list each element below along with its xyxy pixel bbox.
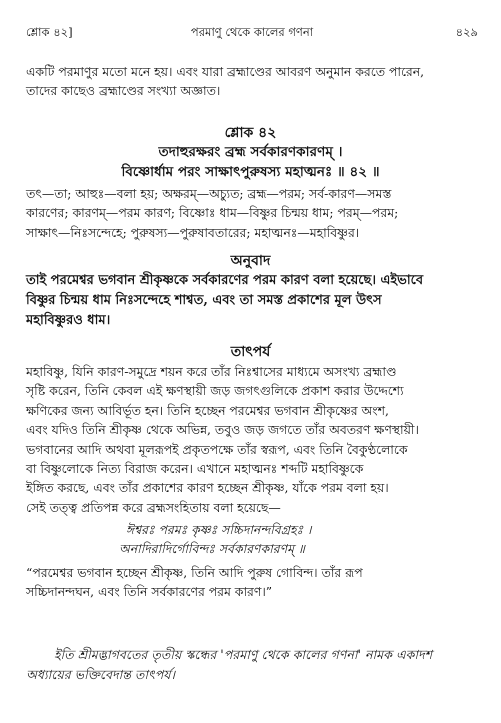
header-chapter-title: পরমাণু থেকে কালের গণনা [190,25,314,39]
intro-paragraph [26,62,478,101]
quoted-verse-line-1: ঈশ্বরঃ পরমঃ কৃষ্ণঃ সচ্চিদানন্দবিগ্রহঃ । [126,522,312,537]
purport-line: সৃষ্টি করেন, তিনি কেবল এই ক্ষণস্থায়ী জড় জগৎগুলিকে প্রকাশ করার উদ্দেশ্যে [26,383,404,399]
purport-closing-paragraph [26,563,478,602]
purport-line: বা বিষ্ণুলোকে নিত্য বিরাজ করেন। এখানে মহাত্মনঃ শব্দটি মহাবিষ্ণুকে [26,461,364,477]
verse-line-2: বিষ্ণোর্ধাম পরং সাক্ষাৎপুরুষস্য মহাত্মনঃ ॥ ৪২ ॥ [121,164,380,180]
header-verse-ref: শ্লোক ৪২] [26,25,73,39]
purport-line: এবং যদিও তিনি শ্রীকৃষ্ণ থেকে অভিন্ন, তবুও জড় জগতে তাঁর অবতরণ ক্ষণস্থায়ী। [26,422,419,438]
chapter-end-note [26,645,478,685]
purport-closing-line: সচ্চিদানন্দঘন, এবং তিনি সর্বকারণের পরম কারণ।” [26,584,273,600]
purport-line: মহাবিষ্ণু, যিনি কারণ-সমুদ্রে শয়ন করে তাঁর নিঃশ্বাসের মাধ্যমে অসংখ্য ব্রহ্মাণ্ড [26,364,397,379]
translation-line: তাই পরমেশ্বর ভগবান শ্রীকৃষ্ণকে সর্বকারণের পরম কারণ বলা হয়েছে। এইভাবে [26,273,424,288]
running-header [26,24,478,42]
chapter-end-line: ইতি শ্রীমদ্ভাগবতের তৃতীয় স্কন্ধের 'পরমাণু থেকে কালের গণনা' নামক একাদশ [54,647,433,662]
purport-line: সেই তত্ত্ব প্রতিপন্ন করে ব্রহ্মসংহিতায় বলা হয়েছে— [26,499,281,515]
synonyms-line: সাক্ষাৎ—নিঃসন্দেহে; পুরুষস্য—পুরুষাবতারের; মহাত্মনঃ—মহাবিষ্ণুর। [26,224,360,240]
purport-line: ক্ষণিকের জন্য আবির্ভূত হন। তিনি হচ্ছেন পরমেশ্বর ভগবান শ্রীকৃষ্ণের অংশ, [26,402,389,418]
purport-line: ইঙ্গিত করছে, এবং তাঁর প্রকাশের কারণ হচ্ছেন শ্রীকৃষ্ণ, যাঁকে পরম বলা হয়। [26,480,389,496]
translation-line: বিষ্ণুর চিন্ময় ধাম নিঃসন্দেহে শাশ্বত, এবং তা সমস্ত প্রকাশের মূল উৎস [26,293,382,308]
translation-title: অনুবাদ [230,253,271,269]
page-number: ৪২৯ [455,25,478,39]
purport-line: ভগবানের আদি অথবা মূলরূপই প্রকৃতপক্ষে তাঁর স্বরূপ, এবং তিনি বৈকুণ্ঠলোকে [26,441,408,457]
purport-title: তাৎপর্য [230,344,271,360]
chapter-end-line: অধ্যায়ের ভক্তিবেদান্ত তাৎপর্য। [26,667,176,682]
translation-line: মহাবিষ্ণুরও ধাম। [26,313,111,328]
synonyms-line: কারণের; কারণম্—পরম কারণ; বিষ্ণোঃ ধাম—বিষ্ণুর চিন্ময় ধাম; পরম্—পরম; [26,205,399,221]
intro-line: একটি পরমাণুর মতো মনে হয়। এবং যারা ব্রহ্মাণ্ডের আবরণ অনুমান করতে পারেন, [26,64,425,79]
synonyms-paragraph [26,184,478,242]
verse-title: শ্লোক ৪২ [224,125,277,141]
verse-line-1: তদাহুরক্ষরং ব্রহ্ম সর্বকারণকারণম্ । [158,144,343,160]
purport-paragraph [26,362,478,517]
translation-paragraph [26,271,478,331]
synonyms-line: তৎ—তা; আহুঃ—বলা হয়; অক্ষরম্—অচ্যুত; ব্রহ্ম—পরম; সর্ব-কারণ—সমস্ত [26,186,392,201]
purport-closing-line: “পরমেশ্বর ভগবান হচ্ছেন শ্রীকৃষ্ণ, তিনি আদি পুরুষ গোবিন্দ। তাঁর রূপ [26,565,363,580]
quoted-verse-line-2: অনাদিরাদির্গোবিন্দঃ সর্বকারণকারণম্ ॥ [119,541,305,556]
intro-line: তাদের কাছেও ব্রহ্মাণ্ডের সংখ্যা অজ্ঞাত। [26,83,221,99]
